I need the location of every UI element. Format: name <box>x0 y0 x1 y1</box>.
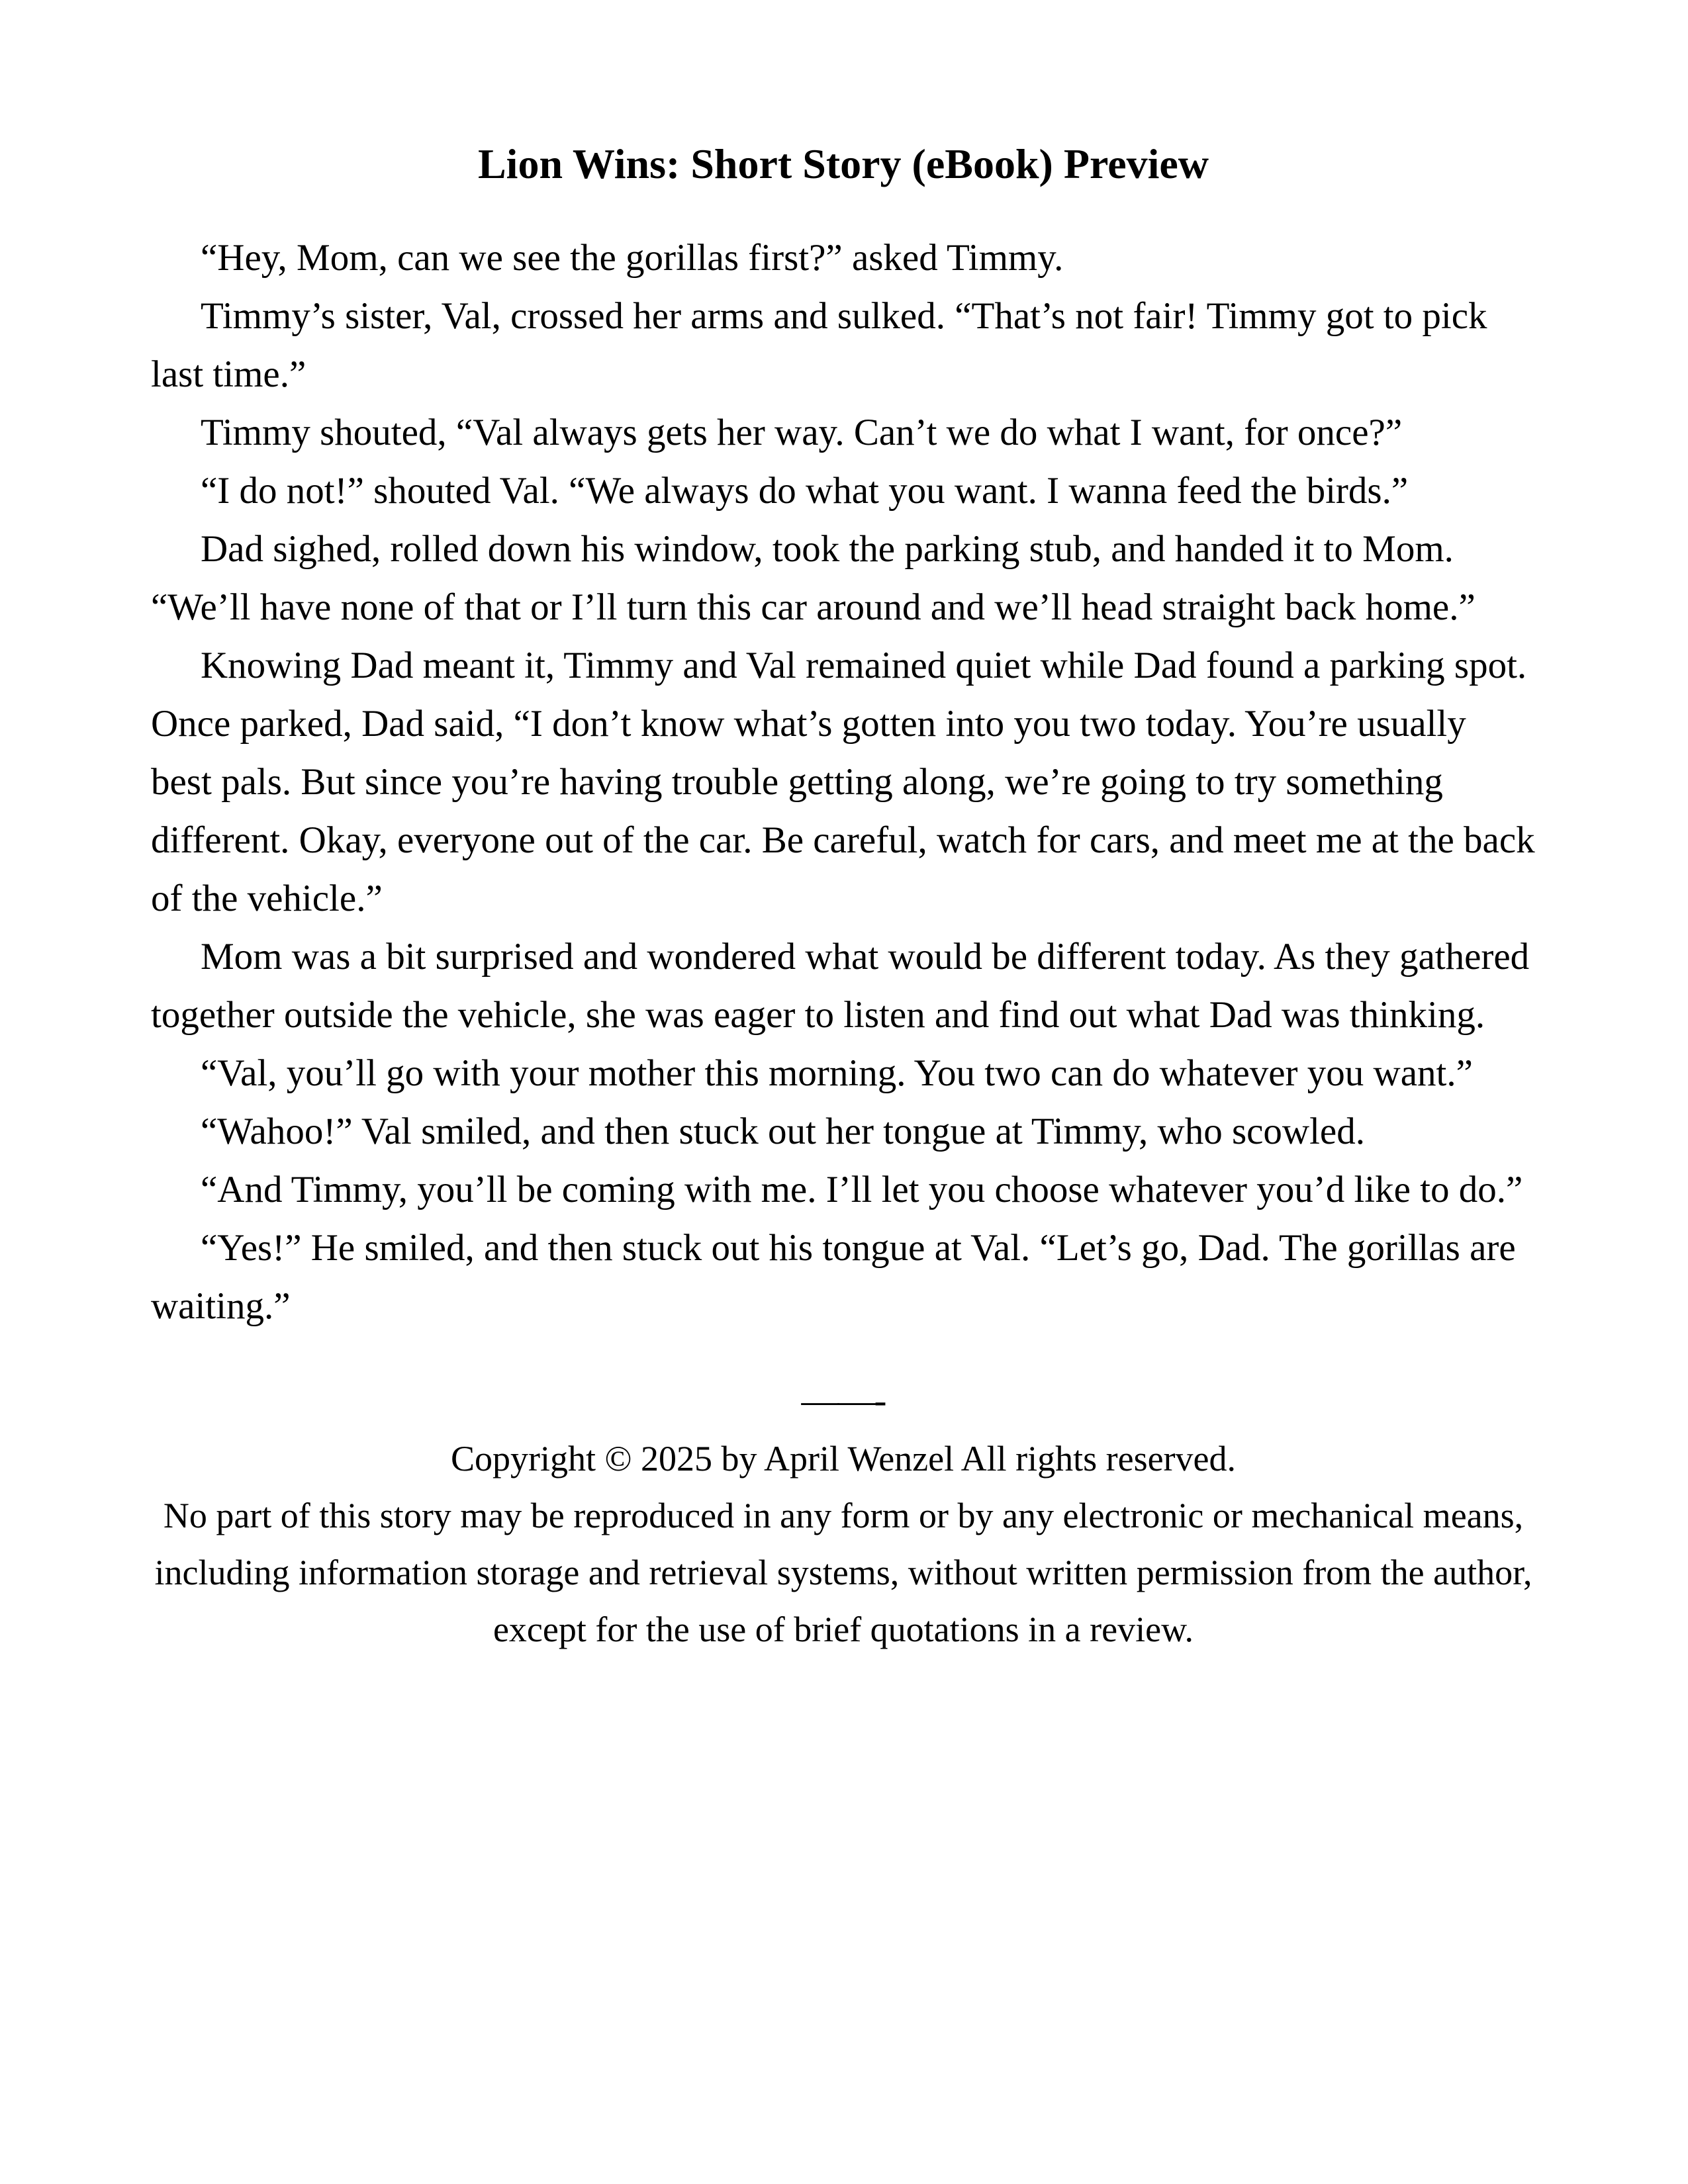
rights-notice: No part of this story may be reproduced in any form or by any electronic or mechanical means, including information storage and retrieval systems, without written permission from the author, except for the use of brief quotations in a review. <box>154 1496 1532 1649</box>
story-paragraph: Mom was a bit surprised and wondered what would be different today. As they gathered together outside the vehicle, she was eager to listen and find out what Dad was thinking. <box>151 936 1530 1036</box>
story-body <box>151 229 1536 1336</box>
story-paragraph: “Yes!” He smiled, and then stuck out his tongue at Val. “Let’s go, Dad. The gorillas are waiting.” <box>151 1227 1516 1327</box>
story-paragraph: “I do not!” shouted Val. “We always do what you want. I wanna feed the birds.” <box>201 470 1409 512</box>
page-title: Lion Wins: Short Story (eBook) Preview <box>477 140 1209 187</box>
story-paragraph: “Val, you’ll go with your mother this morning. You two can do whatever you want.” <box>201 1052 1473 1094</box>
story-paragraph: “Hey, Mom, can we see the gorillas first?” asked Timmy. <box>201 237 1064 279</box>
story-paragraph: Timmy’s sister, Val, crossed her arms and sulked. “That’s not fair! Timmy got to pick last time.” <box>151 295 1487 395</box>
story-paragraph: “Wahoo!” Val smiled, and then stuck out her tongue at Timmy, who scowled. <box>201 1111 1365 1152</box>
section-divider: ——- <box>801 1380 886 1422</box>
copyright-footer <box>151 1372 1536 1658</box>
copyright-line: Copyright © 2025 by April Wenzel All rights reserved. <box>450 1439 1237 1479</box>
story-paragraph: “And Timmy, you’ll be coming with me. I’ll let you choose whatever you’d like to do.” <box>201 1169 1523 1210</box>
story-paragraph: Knowing Dad meant it, Timmy and Val remained quiet while Dad found a parking spot. Once parked, Dad said, “I don’t know what’s gotten into you two today. You’re usually best pals. But since you’re having trouble getting along, we’re going to try something different. Okay, everyone out of the car. Be careful, watch for cars, and meet me at the back of the vehicle.” <box>151 645 1535 919</box>
story-paragraph: Dad sighed, rolled down his window, took the parking stub, and handed it to Mom. “We’ll have none of that or I’ll turn this car around and we’ll head straight back home.” <box>151 528 1476 628</box>
story-paragraph: Timmy shouted, “Val always gets her way. Can’t we do what I want, for once?” <box>201 412 1403 453</box>
